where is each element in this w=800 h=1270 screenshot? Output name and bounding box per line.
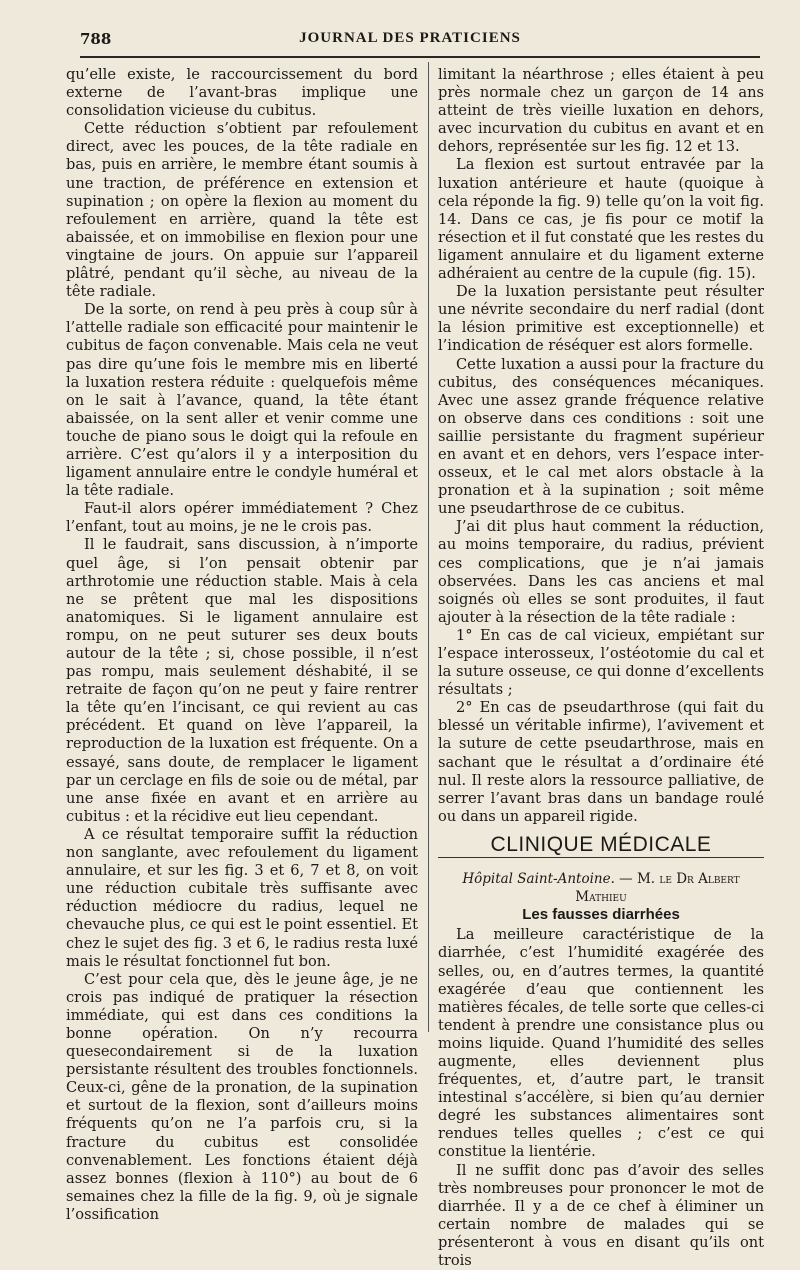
paragraph: Il ne suffit donc pas d’avoir des selles très nombreuses pour prononcer le mot de diarrhée. Il y a de ce chef à éliminer un certain nombre de malades qui se présenteront à vous en disant qu’ils ont trois (438, 1161, 764, 1269)
page-number: 788 (80, 30, 112, 48)
hospital-name: Hôpital Saint-Antoine. (462, 871, 615, 888)
left-column (66, 66, 418, 1224)
column-divider (428, 62, 429, 1032)
paragraph: De la sorte, on rend à peu près à coup sûr à l’attelle radiale son efficacité pour maintenir le cubitus de façon convenable. Mais cela ne veut pas dire qu’une fois le membre mis en liberté la luxation restera réduite : quelquefois même on le sait à l’avance, quand, la tête étant abaissée, on la sent aller et venir comme une touche de piano sous le doigt qui la refoule en arrière. C’est qu’alors il y a interposition du ligament annulaire entre le condyle huméral et la tête radiale. (66, 301, 418, 500)
article-subtitle: Les fausses diarrhées (522, 906, 680, 924)
paragraph: J’ai dit plus haut comment la réduction, au moins temporaire, du radius, prévient ces complications, que je n’ai jamais observées. Dans les cas anciens et mal soignés où elles se sont produites, il faut ajouter à la résection de la tête radiale : (438, 518, 764, 626)
paragraph: La flexion est surtout entravée par la luxation antérieure et haute (quoique à cela réponde la fig. 9) telle qu’on la voit fig. 14. Dans ce cas, je fis pour ce motif la résection et il fut constaté que les restes du ligament annulaire et du ligament externe adhéraient au centre de la cupule (fig. 15). (438, 156, 764, 283)
paragraph: qu’elle existe, le raccourcissement du bord externe de l’avant-bras implique une consolidation vicieuse du cubitus. (66, 66, 418, 120)
paragraph: C’est pour cela que, dès le jeune âge, je ne crois pas indiqué de pratiquer la résection immédiate, qui est dans ces conditions la bonne opération. On n’y recourra quesecondairement si de la luxation persistante résultent des troubles fonctionnels. Ceux-ci, gêne de la pronation, de la supination et surtout de la flexion, sont d’ailleurs moins fréquents qu’on ne l’a parfois cru, si la fracture du cubitus est consolidée convenablement. Les fonctions étaient déjà assez bonnes (flexion à 110°) au bout de 6 semaines chez la fille de la fig. 9, où je signale l’ossification (66, 970, 418, 1223)
paragraph: Faut-il alors opérer immédiatement ? Chez l’enfant, tout au moins, je ne le crois pas. (66, 500, 418, 536)
paragraph: Cette réduction s’obtient par refoulement direct, avec les pouces, de la tête radiale en bas, puis en arrière, le membre étant soumis à une traction, de préférence en extension et supination ; on opère la flexion au moment du refoulement en arrière, quand la tête est abaissée, et on immobilise en flexion pour une vingtaine de jours. On appuie sur l’appareil plâtré, pendant qu’il sèche, au niveau de la tête radiale. (66, 120, 418, 301)
paragraph: La meilleure caractéristique de la diarrhée, c’est l’humidité exagérée des selles, ou, en d’autres termes, la quantité exagérée d’eau que contiennent les matières fécales, de telle sorte que celles-ci tendent à prendre une consistance plus ou moins liquide. Quand l’humidité des selles augmente, elles deviennent plus fréquentes, et, d’autre part, le transit intestinal s’accélère, si bien qu’au dernier degré les substances alimentaires sont rendues telles quelles ; c’est ce qui constitue la lientérie. (438, 926, 764, 1161)
section-title: CLINIQUE MÉDICALE (438, 836, 764, 858)
header-rule (80, 56, 760, 58)
paragraph: A ce résultat temporaire suffit la réduction non sanglante, avec refoulement du ligament annulaire, et sur les fig. 3 et 6, 7 et 8, on voit une réduction cubitale très suffisante avec réduction médiocre du radius, lequel ne chevauche plus, ce qui est le point essentiel. Et chez le sujet des fig. 3 et 6, le radius resta luxé mais le résultat fonctionnel fut bon. (66, 825, 418, 970)
byline (438, 870, 764, 906)
author-name: — M. le Dr Albert Mathieu (575, 871, 740, 906)
journal-title: JOURNAL DES PRATICIENS (299, 30, 521, 46)
paragraph: Il le faudrait, sans discussion, à n’importe quel âge, si l’on pensait obtenir par arthrotomie une réduction stable. Mais à cela ne se prêtent que mal les dispositions anatomiques. Si le ligament annulaire est rompu, on ne peut suturer ses deux bouts autour de la tête ; si, chose possible, il n’est pas rompu, mais seulement déshabité, il se retraite de façon qu’on ne peut y faire rentrer la tête qu’en l’incisant, ce qui revient au cas précédent. Et quand on lève l’appareil, la reproduction de la luxation est fréquente. On a essayé, sans doute, de remplacer le ligament par un cerclage en fils de soie ou de métal, par une anse fixée en avant et en arrière au cubitus : et la récidive eut lieu cependant. (66, 536, 418, 825)
paragraph: 2° En cas de pseudarthrose (qui fait du blessé un véritable infirme), l’avivement et la suture de cette pseudarthrose, mais en sachant que le résultat a d’ordinaire été nul. Il reste alors la ressource palliative, de serrer l’avant bras dans un bandage roulé ou dans un appareil rigide. (438, 699, 764, 825)
paragraph: limitant la néarthrose ; elles étaient à peu près normale chez un garçon de 14 ans atteint de très vieille luxation en dehors, avec incurvation du cubitus en avant et en dehors, représentée sur les fig. 12 et 13. (438, 66, 764, 156)
paragraph: 1° En cas de cal vicieux, empiétant sur l’espace interosseux, l’ostéotomie du cal et la suture osseuse, ce qui donne d’excellents résultats ; (438, 626, 764, 699)
page-header (60, 28, 760, 52)
paragraph: Cette luxation a aussi pour la fracture du cubitus, des conséquences mécaniques. Avec une assez grande fréquence relative on observe dans ces conditions : soit une saillie persistante du fragment supérieur en avant et en dehors, vers l’espace inter-osseux, et le cal met alors obstacle à la pronation et à la supination ; soit même une pseudarthrose de ce cubitus. (438, 355, 764, 518)
paragraph: De la luxation persistante peut résulter une névrite secondaire du nerf radial (dont la lésion primitive est exceptionnelle) et l’indication de réséquer est alors formelle. (438, 283, 764, 355)
right-column (438, 66, 764, 1270)
